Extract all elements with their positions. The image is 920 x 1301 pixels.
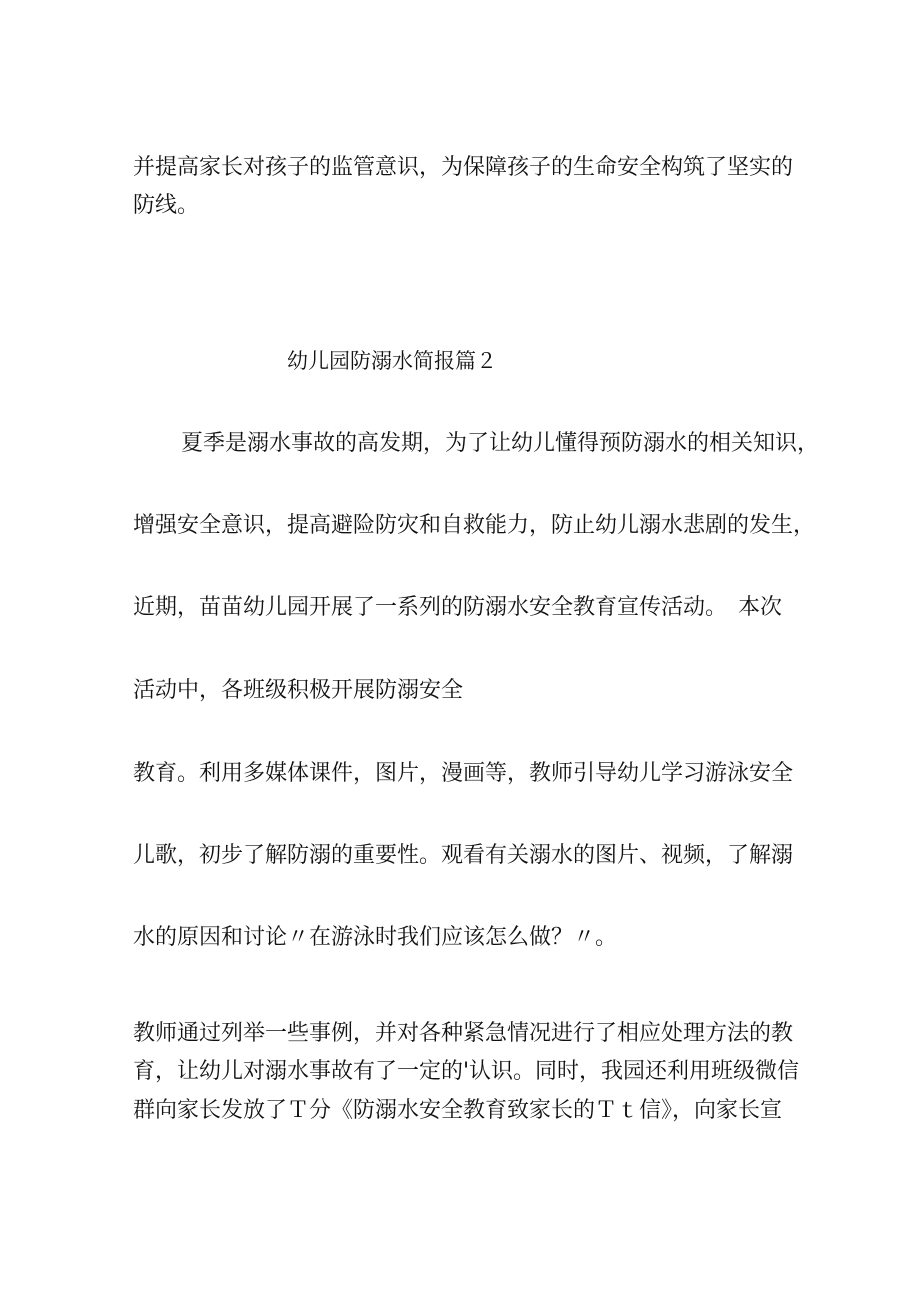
- paragraph-1-line-1: 夏季是溺水事故的高发期，为了让幼儿懂得预防溺水的相关知识，: [181, 431, 820, 456]
- paragraph-2-line-2: 育，让幼儿对溺水事故有了一定的'认识。同时，我园还利用班级微信: [133, 1059, 800, 1084]
- paragraph-2-line-1: 教师通过列举一些事例，并对各种紧急情况进行了相应处理方法的教: [133, 1021, 794, 1046]
- intro-line-1: 并提高家长对孩子的监管意识，为保障孩子的生命安全构筑了坚实的: [133, 155, 794, 180]
- paragraph-1-line-3: 近期，苗苗幼儿园开展了一系列的防溺水安全教育宣传活动。 本次: [133, 595, 783, 620]
- paragraph-1-line-7: 水的原因和讨论〃在游泳时我们应该怎么做？〃。: [133, 925, 618, 950]
- paragraph-1-line-4: 活动中，各班级积极开展防溺安全: [133, 678, 464, 703]
- intro-line-2: 防线。: [133, 193, 200, 218]
- paragraph-1-line-5: 教育。利用多媒体课件，图片，漫画等，教师引导幼儿学习游泳安全: [133, 761, 794, 786]
- paragraph-1-line-6: 儿歌，初步了解防溺的重要性。观看有关溺水的图片、视频，了解溺: [133, 843, 794, 868]
- paragraph-2-line-3: 群向家长发放了Ｔ分《防溺水安全教育致家长的Ｔｔ信》，向家长宣: [133, 1098, 783, 1123]
- section-title: 幼儿园防溺水简报篇２: [287, 349, 497, 373]
- paragraph-1-line-2: 增强安全意识，提高避险防灾和自救能力，防止幼儿溺水悲剧的发生，: [133, 513, 816, 538]
